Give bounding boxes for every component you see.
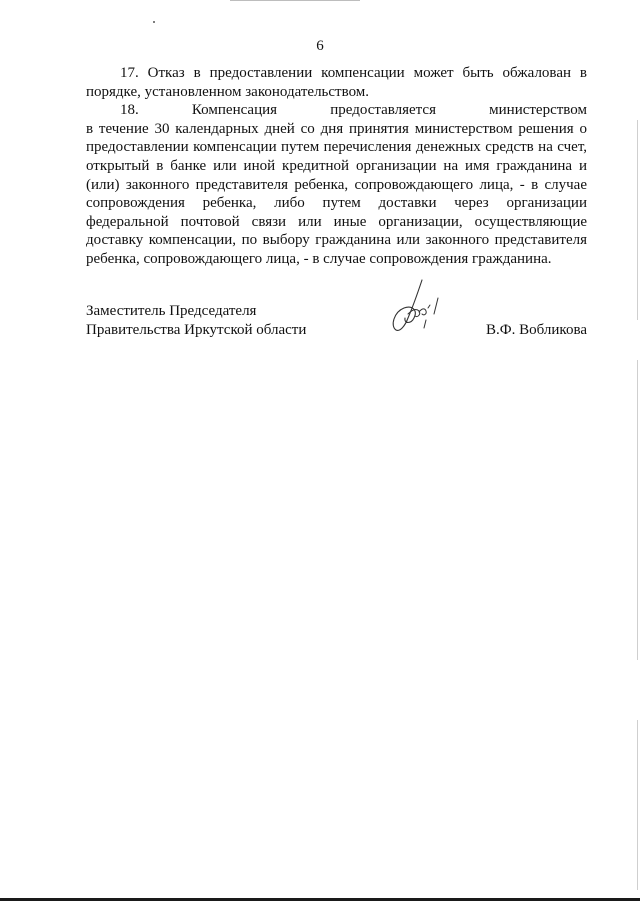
paragraph-17-line: 17. Отказ в предоставлении компенсации может быть обжалован в xyxy=(120,65,587,81)
signature-block xyxy=(86,302,587,346)
scan-bottom-edge xyxy=(0,898,640,901)
paragraph-18 xyxy=(86,101,587,268)
document-body xyxy=(86,64,587,269)
paragraph-18-line: 18. Компенсация предоставляется министерством xyxy=(120,102,587,119)
signatory-title: Заместитель Председателя xyxy=(86,303,257,319)
signatory-organization: Правительства Иркутской области xyxy=(86,321,307,338)
paragraph-17 xyxy=(86,64,587,101)
paragraph-18-line: федеральной почтовой связи или иные организации, осуществляющие xyxy=(86,213,587,230)
paragraph-18-line: сопровождения ребенка, либо путем доставки через организации xyxy=(86,195,587,212)
scan-edge-mark xyxy=(637,720,638,890)
paragraph-18-line: открытый в банке или иной кредитной организации на имя гражданина и xyxy=(86,157,587,174)
paragraph-18-line: ребенка, сопровождающего лица, - в случае сопровождения гражданина. xyxy=(86,250,552,267)
page-number: 6 xyxy=(316,38,324,54)
paragraph-18-line: предоставлении компенсации путем перечисления денежных средств на счет, xyxy=(86,139,587,156)
paragraph-18-line: доставку компенсации, по выбору гражданина или законного представителя xyxy=(86,232,587,249)
scan-edge-mark xyxy=(637,360,638,660)
paragraph-18-line: (или) законного представителя ребенка, сопровождающего лица, - в случае xyxy=(86,176,587,193)
scan-top-edge xyxy=(230,0,360,1)
signatory-name: В.Ф. Вобликова xyxy=(486,321,587,338)
paragraph-17-line: порядке, установленном законодательством. xyxy=(86,83,370,100)
handwritten-signature xyxy=(378,274,458,354)
scan-edge-mark xyxy=(637,120,638,320)
paragraph-18-line: в течение 30 календарных дней со дня принятия министерством решения о xyxy=(86,120,587,137)
scan-speck xyxy=(153,21,155,23)
